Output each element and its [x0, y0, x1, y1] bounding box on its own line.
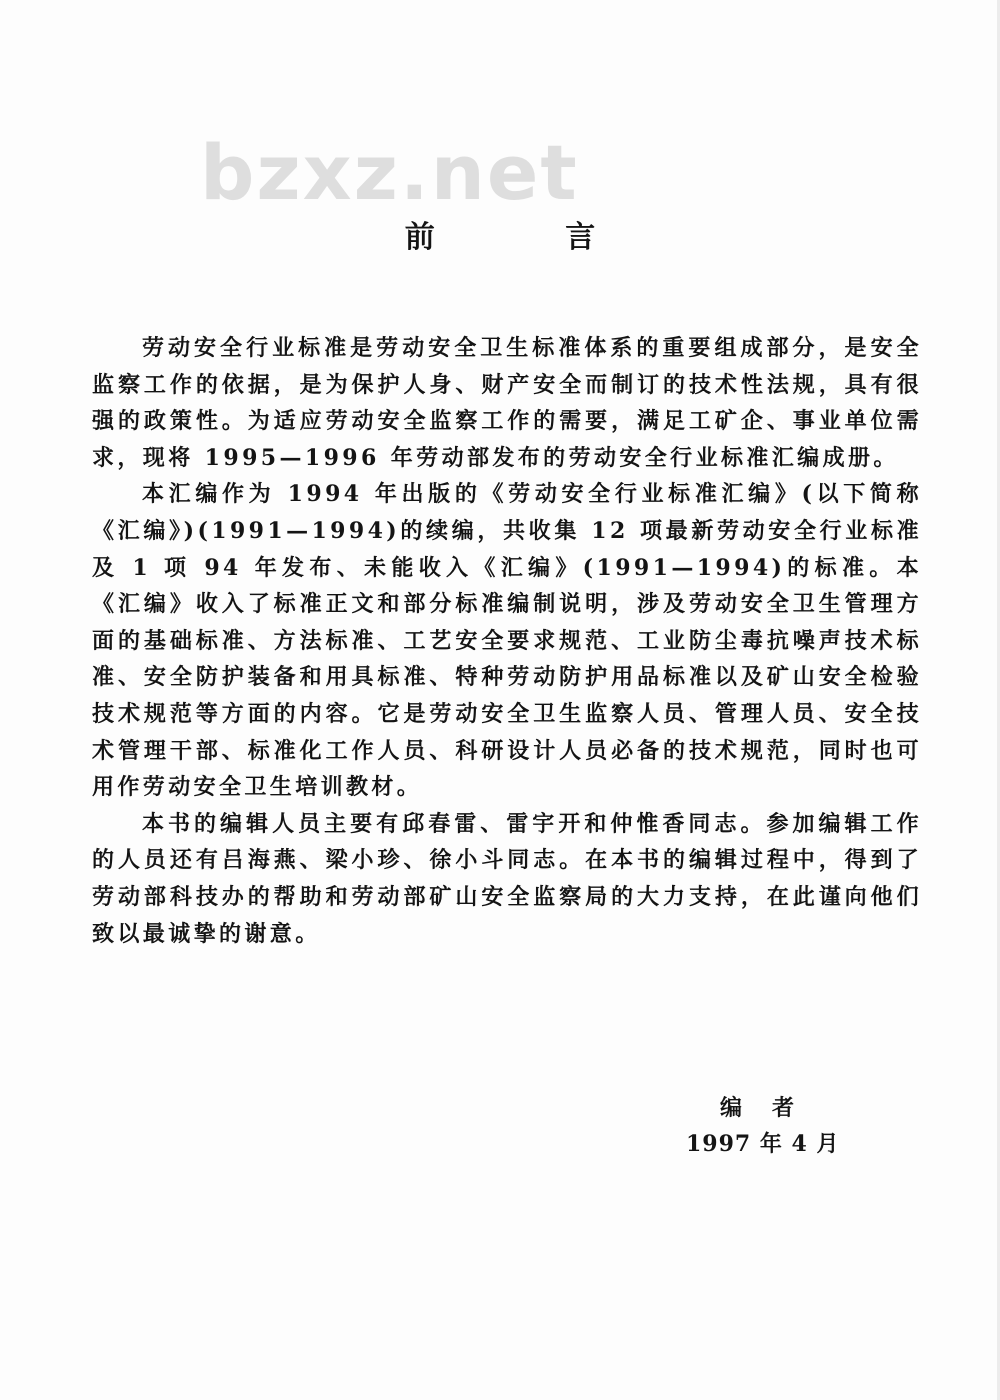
preface-body [92, 330, 922, 952]
paragraph-3: 本书的编辑人员主要有邱春雷、雷宇开和仲惟香同志。参加编辑工作的人员还有吕海燕、梁小珍、徐小斗同志。在本书的编辑过程中，得到了劳动部科技办的帮助和劳动部矿山安全监察局的大力支持，在此谨向他们致以最诚挚的谢意。 [92, 810, 922, 947]
page-title: 前 言 [404, 220, 656, 255]
signature-date: 1997 年 4 月 [686, 1131, 840, 1157]
paragraph-1: 劳动安全行业标准是劳动安全卫生标准体系的重要组成部分，是安全监察工作的依据，是为保护人身、财产安全而制订的技术性法规，具有很强的政策性。为适应劳动安全监察工作的需要，满足工矿企、事业单位需求，现将 1995—1996 年劳动部发布的劳动安全行业标准汇编成册。 [92, 335, 922, 471]
watermark-text: bzxz.net [200, 128, 579, 217]
paragraph-2: 本汇编作为 1994 年出版的《劳动安全行业标准汇编》(以下简称《汇编》)(1991—1994)的续编，共收集 12 项最新劳动安全行业标准及 1 项 94 年发布、未能收入《汇编》(1991—1994)的标准。本《汇编》收入了标准正文和部分标准编制说明，涉及劳动安全卫生管理方面的基础标准、方法标准、工艺安全要求规范、工业防尘毒抗噪声技术标准、安全防护装备和用具标准、特种劳动防护用品标准以及矿山安全检验技术规范等方面的内容。它是劳动安全卫生监察人员、管理人员、安全技术管理干部、标准化工作人员、科研设计人员必备的技术规范，同时也可用作劳动安全卫生培训教材。 [92, 481, 922, 801]
signature-author: 编者 [720, 1095, 825, 1121]
signature-block [680, 1090, 860, 1162]
